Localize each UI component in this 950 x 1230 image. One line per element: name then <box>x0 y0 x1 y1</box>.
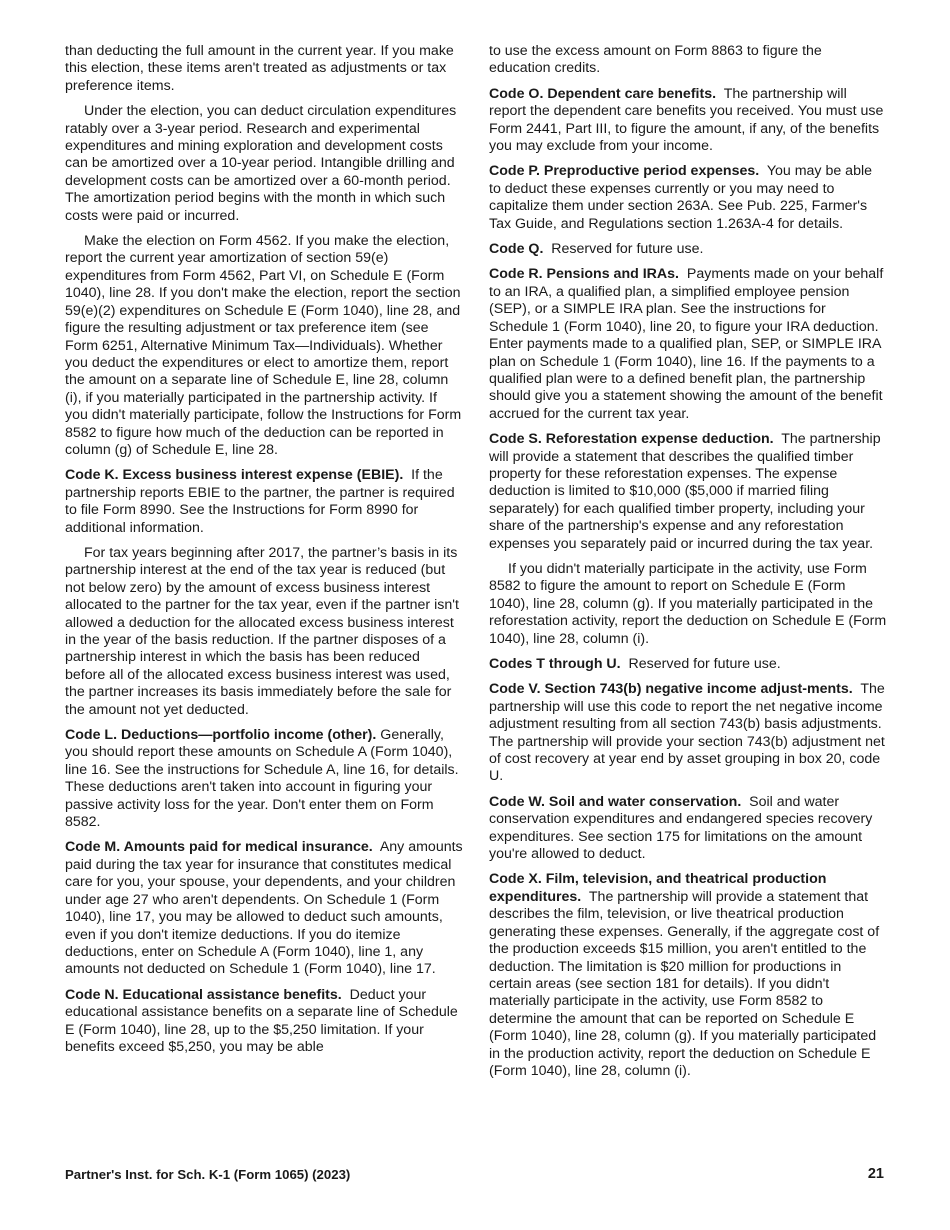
code-k-heading: Code K. Excess business interest expense (EBIE). <box>65 467 404 484</box>
code-n-heading: Code N. Educational assistance benefits. <box>65 986 342 1003</box>
code-s-section <box>489 431 887 553</box>
code-tu-section <box>489 656 887 673</box>
code-s-text: The partnership will provide a statement that describes the qualified timber property for these reforestation expenses. The expense deduction is limited to $10,000 ($5,000 if married filing separately) for each qualified timber property, including your share of the partnership's expense and any reforestation expenses you separately paid or incurred during the tax year. <box>489 431 881 552</box>
code-l-section <box>65 727 463 831</box>
left-column <box>65 43 463 1064</box>
paragraph: If you didn't materially participate in the activity, use Form 8582 to figure the amount to report on Schedule E (Form 1040), line 28, column (g). If you materially participated in the reforestation activity, report the deduction on Schedule E (Form 1040), line 28, column (i). <box>489 560 887 647</box>
code-s-heading: Code S. Reforestation expense deduction. <box>489 431 774 448</box>
code-w-section <box>489 794 887 864</box>
right-column <box>489 43 887 1088</box>
code-tu-text: Reserved for future use. <box>628 656 781 672</box>
code-l-text: Generally, you should report these amounts on Schedule A (Form 1040), line 16. See the instructions for Schedule A, line 16, for details. These deductions aren't taken into account in figuring your passive activity loss for the year. Don't enter them on Form 8582. <box>65 727 459 831</box>
code-x-heading: Code X. Film, television, and theatrical production expenditures. <box>489 871 827 905</box>
code-n-section <box>65 987 463 1057</box>
code-m-heading: Code M. Amounts paid for medical insurance. <box>65 839 373 856</box>
code-tu-heading: Codes T through U. <box>489 656 621 672</box>
code-v-heading: Code V. Section 743(b) negative income adjust-ments. <box>489 681 853 698</box>
paragraph: than deducting the full amount in the current year. If you make this election, these items aren't treated as adjustments or tax preference items. <box>65 43 454 94</box>
code-o-text: The partnership will report the dependent care benefits you received. You must use Form 2441, Part III, to figure the amount, if any, of the benefits you may exclude from your income. <box>489 85 884 155</box>
code-k-text: If the partnership reports EBIE to the partner, the partner is required to file Form 8990. See the Instructions for Form 8990 for additional information. <box>65 467 455 536</box>
code-n-text: Deduct your educational assistance benefits on a separate line of Schedule E (Form 1040), line 28, up to the $5,250 limitation. If your benefits exceed $5,250, you may be able <box>65 986 458 1055</box>
paragraph: Under the election, you can deduct circulation expenditures ratably over a 3-year period. Research and experimental expenditures and mining exploration and development costs can be amortized over a 10-year period. Intangible drilling and development costs can be amortized over a 60-month period. The amortization period begins with the month in which such costs were paid or incurred. <box>65 103 457 224</box>
paragraph: Make the election on Form 4562. If you make the election, report the current year amortization of section 59(e) expenditures from Form 4562, Part VI, on Schedule E (Form 1040), line 28. If you don't make the election, report the section 59(e)(2) expenditures on Schedule E (Form 1040), line 28, and figure the resulting adjustment or tax preference item (see Form 6251, Alternative Minimum Tax—Individuals). Whether you deduct the expenditures or elect to amortize them, report the amount on a separate line of Schedule E, line 28, column (i), if you materially participated in the partnership activity. If you didn't materially participate, follow the Instructions for Form 8582 to figure how much of the deduction can be reported in column (g) of Schedule E, line 28. <box>65 233 462 458</box>
code-k-section <box>65 467 463 537</box>
code-q-section <box>489 241 887 258</box>
code-o-section <box>489 86 887 156</box>
code-q-text: Reserved for future use. <box>551 241 704 258</box>
code-x-text: The partnership will provide a statement that describes the film, television, or live theatrical production generating these expenses. Generally, if the aggregate cost of the production exceeds $15 million, you aren't entitled to the deduction. The limitation is $20 million for productions in certain areas (see section 181 for details). If you didn't materially participate in the activity, use Form 8582 to determine the amount that can be reported on Schedule E (Form 1040), line 28, column (g). If you materially participated in the production activity, report the deduction on Schedule E (Form 1040), line 28, column (i). <box>489 888 880 1079</box>
code-o-heading: Code O. Dependent care benefits. <box>489 85 717 102</box>
code-p-heading: Code P. Preproductive period expenses. <box>489 163 760 180</box>
code-r-heading: Code R. Pensions and IRAs. <box>489 266 679 283</box>
code-p-text: You may be able to deduct these expenses currently or you may need to capitalize them under section 263A. See Pub. 225, Farmer's Tax Guide, and Regulations section 1.263A-4 for details. <box>489 163 873 232</box>
code-r-section <box>489 266 887 423</box>
code-x-section <box>489 871 887 1080</box>
code-v-text: The partnership will use this code to report the net negative income adjustment resulting from all section 743(b) basis adjustments. The partnership will provide your section 743(b) adjustment net of cost recovery at year end by asset grouping in box 20, code U. <box>489 681 885 785</box>
code-q-heading: Code Q. <box>489 241 544 258</box>
code-p-section <box>489 163 887 233</box>
code-w-text: Soil and water conservation expenditures and endangered species recovery expenditures. See section 175 for limitations on the amount you're allowed to deduct. <box>489 793 873 863</box>
code-w-heading: Code W. Soil and water conservation. <box>489 793 742 810</box>
code-v-section <box>489 681 887 785</box>
page-number: 21 <box>867 1166 884 1182</box>
code-r-text: Payments made on your behalf to an IRA, a qualified plan, a simplified employee pension (SEP), or a SIMPLE IRA plan. See the instructions for Schedule 1 (Form 1040), line 20, to figure your IRA deduction. Enter payments made to a qualified plan, SEP, or SIMPLE IRA plan on Schedule 1 (Form 1040), line 16. If the payments to a qualified plan were to a defined benefit plan, the partnership should give you a statement showing the amount of the benefit accrued for the current tax year. <box>489 266 884 422</box>
code-l-heading: Code L. Deductions—portfolio income (other). <box>65 727 377 744</box>
code-m-text: Any amounts paid during the tax year for insurance that constitutes medical care for you, your spouse, your dependents, and your children under age 27 who aren't dependents. On Schedule 1 (Form 1040), line 17, you may be allowed to deduct such amounts, even if you don't itemize deductions. If you do itemize deductions, enter on Schedule A (Form 1040), line 1, any amounts not deducted on Schedule 1 (Form 1040), line 17. <box>65 839 463 978</box>
paragraph: to use the excess amount on Form 8863 to figure the education credits. <box>489 43 822 77</box>
paragraph: For tax years beginning after 2017, the partner’s basis in its partnership interest at the end of the tax year is reduced (but not below zero) by the amount of excess business interest allocated to the partner for the tax year, even if the partner isn't allowed a deduction for the allocated excess business interest in the year of the basis reduction. If the partner disposes of a partnership interest in which the basis has been reduced before all of the allocated excess business interest was used, the partner increases its basis immediately before the sale for the amount not yet deducted. <box>65 544 459 718</box>
code-m-section <box>65 839 463 978</box>
footer-title: Partner's Inst. for Sch. K-1 (Form 1065) (2023) <box>65 1167 351 1182</box>
